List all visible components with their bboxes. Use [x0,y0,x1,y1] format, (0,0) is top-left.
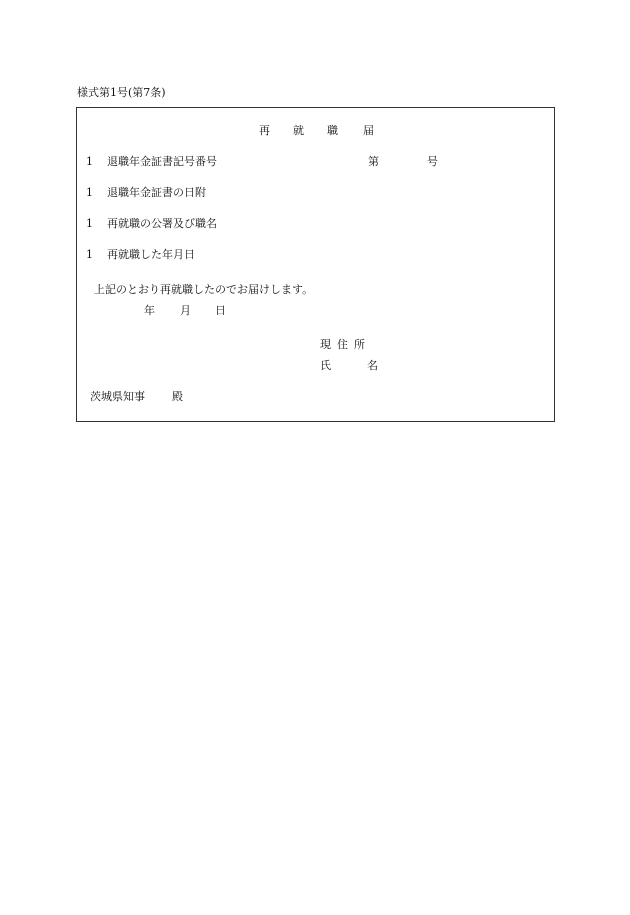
date-year-label: 年 [144,304,155,317]
item-new-office-and-title: 再就職の公署及び職名 [107,217,217,230]
date-month-label: 月 [180,304,191,317]
form-box [76,107,555,422]
item-number: 1 [86,217,93,230]
name-label-first: 氏 [320,359,331,372]
item-number: 1 [86,186,93,199]
item-reemployment-date: 再就職した年月日 [107,248,195,261]
addressee-honorific: 殿 [172,390,183,403]
title-char-4: 届 [363,124,374,137]
name-label-second: 名 [367,359,378,372]
title-char-2: 就 [293,124,304,137]
item-number: 1 [86,155,93,168]
number-prefix: 第 [368,155,379,168]
item-pension-certificate-date: 退職年金証書の日附 [107,186,206,199]
declaration-statement: 上記のとおり再就職したのでお届けします。 [94,283,314,296]
item-number: 1 [86,248,93,261]
title-char-1: 再 [259,124,270,137]
form-number-label: 様式第1号(第7条) [77,86,166,99]
title-char-3: 職 [327,124,338,137]
address-label: 現住所 [320,338,371,351]
item-pension-certificate-number: 退職年金証書記号番号 [107,155,217,168]
number-suffix: 号 [427,155,438,168]
addressee-name: 茨城県知事 [90,390,145,403]
date-day-label: 日 [215,304,226,317]
